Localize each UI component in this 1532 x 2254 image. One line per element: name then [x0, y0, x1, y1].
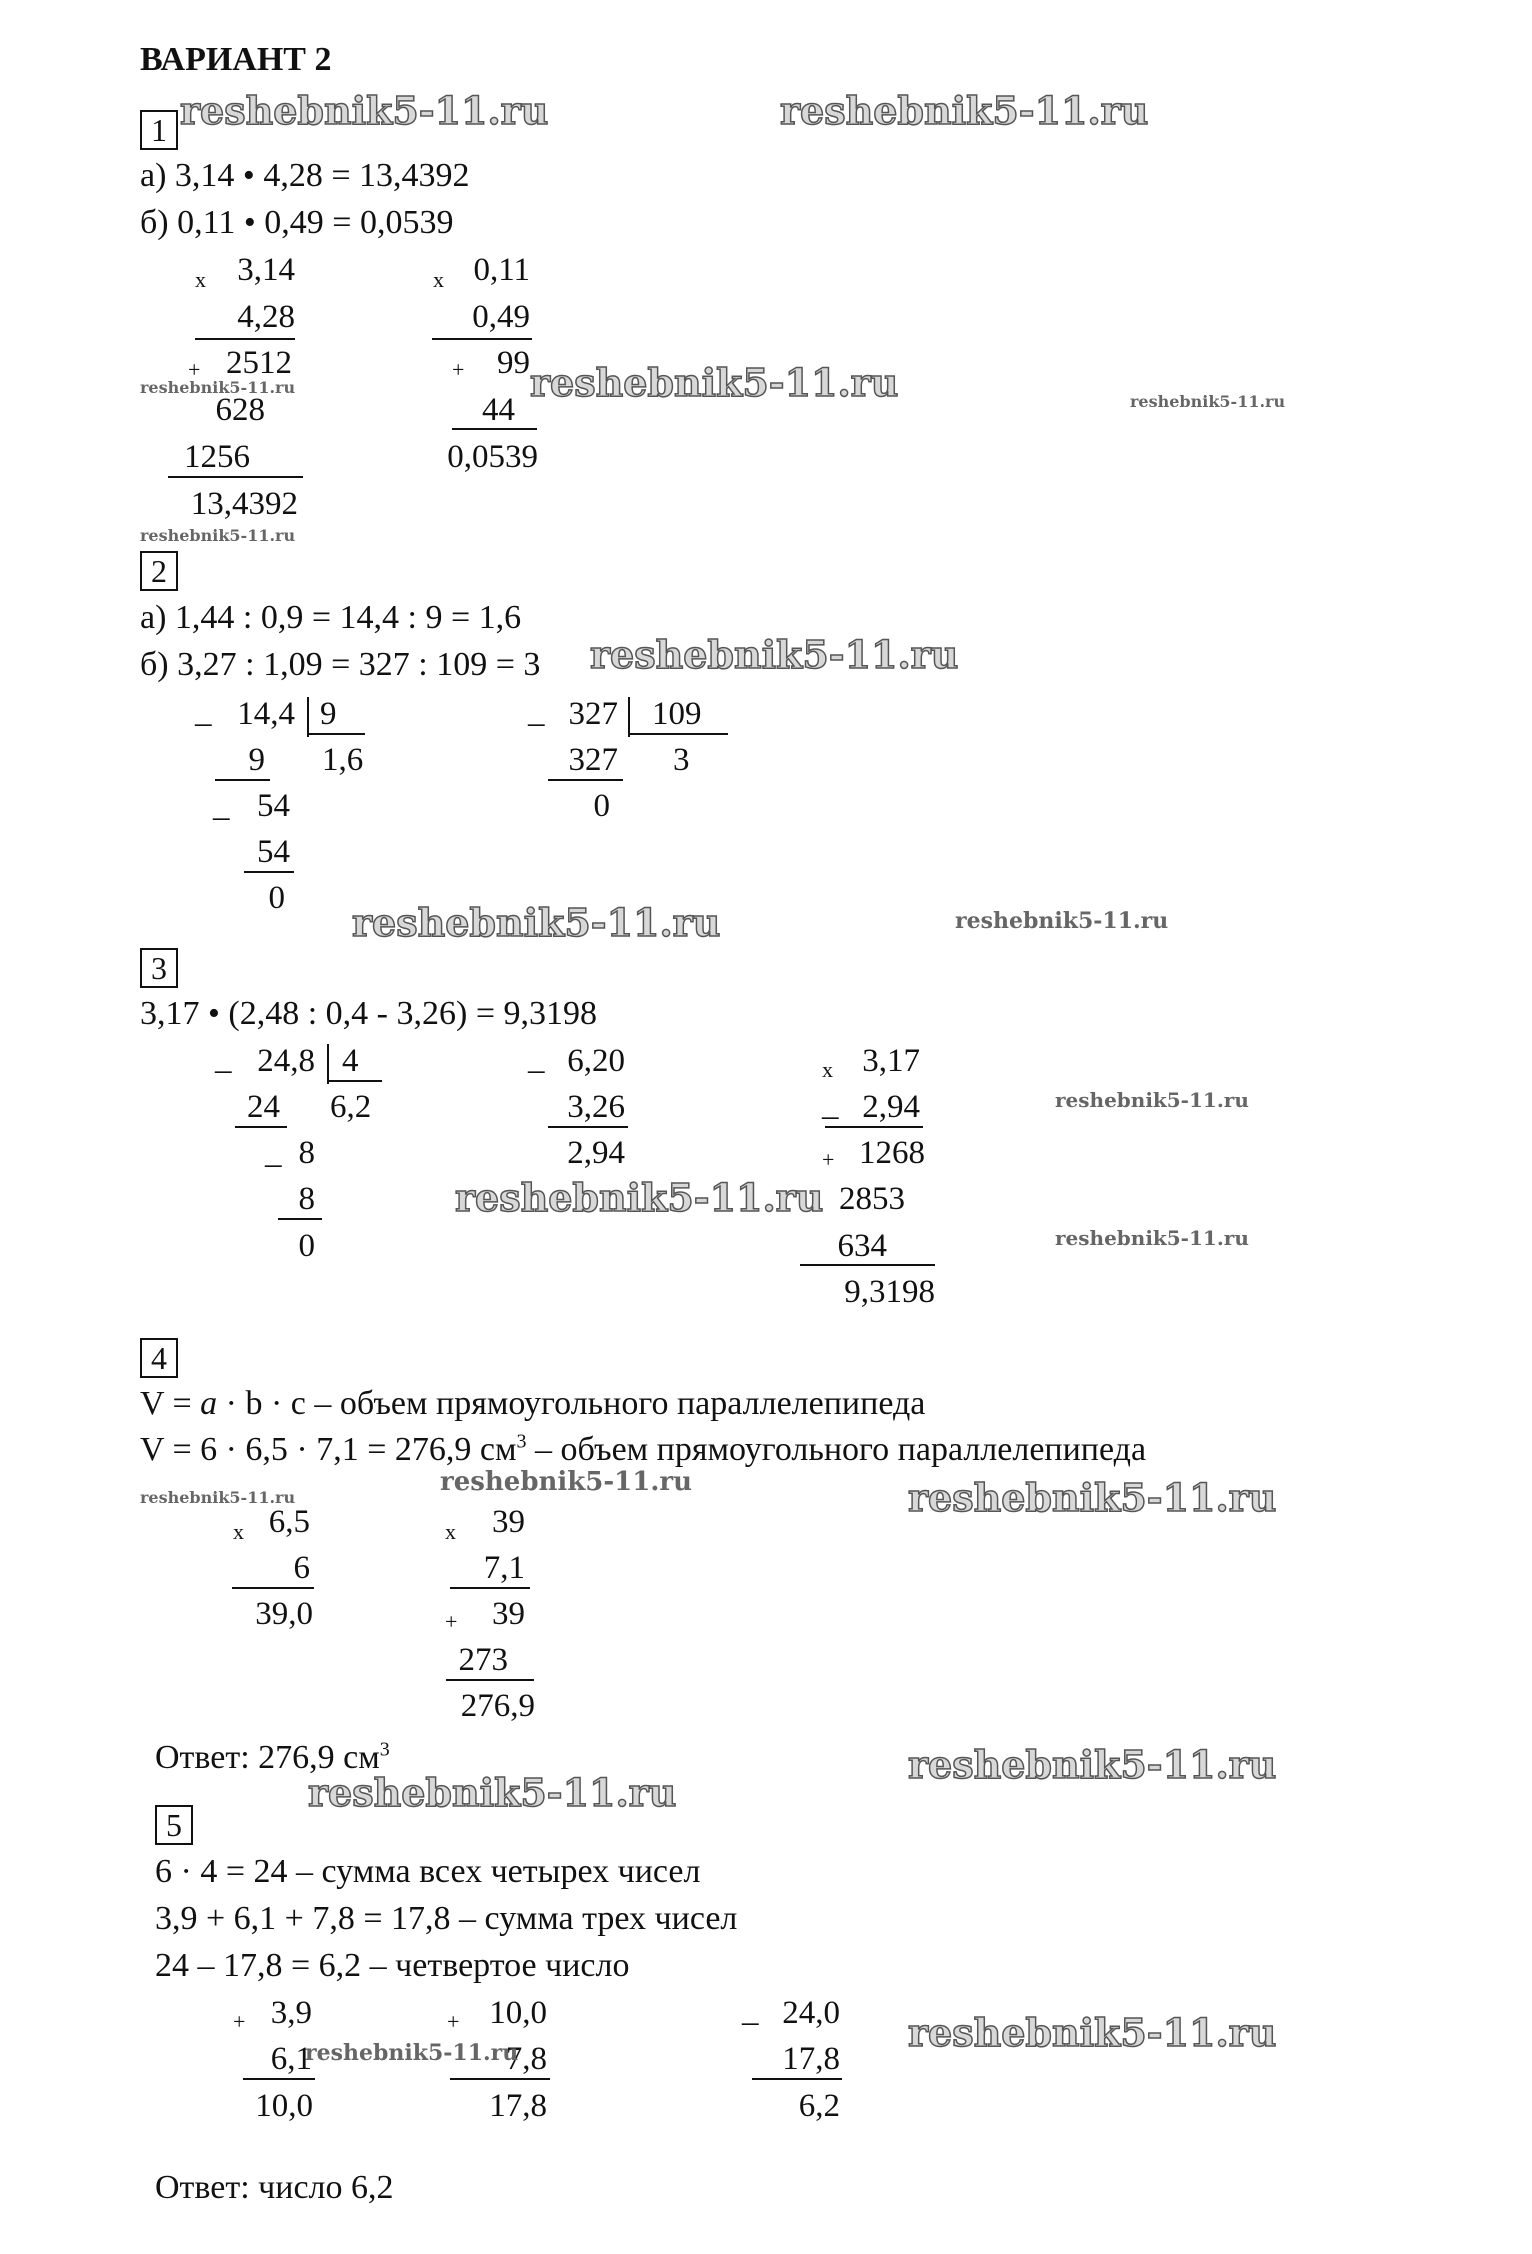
task-2-number: 2 — [140, 551, 178, 591]
watermark: reshebnik5-11.ru — [140, 1488, 296, 1507]
calc-value: 54 — [257, 788, 290, 824]
calc-value: 24,8 — [257, 1043, 315, 1079]
watermark: reshebnik5-11.ru — [908, 2010, 1277, 2055]
calc-result: 10,0 — [255, 2088, 313, 2124]
watermark: reshebnik5-11.ru — [455, 1175, 824, 1220]
calc-value: 2,94 — [862, 1089, 920, 1125]
task-4-calculation: V = 6 · 6,5 · 7,1 = 276,9 $см^3$ – объем прямоугольного параллелепипеда — [140, 1430, 1147, 1468]
task-4-formula: V = a · b · c – объем прямоугольного параллелепипеда — [140, 1385, 926, 1422]
calc-result: 2,94 — [567, 1135, 625, 1171]
calc-value: 0,49 — [472, 299, 530, 335]
calc-value: 99 — [497, 345, 530, 381]
mul-sign: x — [433, 267, 444, 292]
task-2-line-b: б) 3,27 : 1,09 = 327 : 109 = 3 — [140, 646, 541, 683]
calc-result: 0 — [268, 880, 285, 916]
minus-sign: _ — [265, 1135, 282, 1171]
watermark: reshebnik5-11.ru — [1055, 1226, 1249, 1250]
calc-result: 0 — [298, 1228, 315, 1264]
task-5-line-3: 24 – 17,8 = 6,2 – четвертое число — [155, 1947, 630, 1984]
plus-sign: + — [822, 1147, 835, 1172]
calc-value: 44 — [482, 392, 515, 428]
calc-value: 0,11 — [473, 252, 530, 288]
calc-value: 10,0 — [489, 1995, 547, 2031]
minus-sign: _ — [195, 694, 212, 730]
calc-value: 8 — [298, 1181, 315, 1217]
plus-sign: + — [188, 357, 201, 382]
calc-result: 0 — [593, 788, 610, 824]
calc-result: 9,3198 — [844, 1274, 935, 1310]
calc-value: 2853 — [839, 1181, 905, 1217]
minus-sign: _ — [742, 1993, 759, 2029]
watermark: reshebnik5-11.ru — [780, 88, 1149, 133]
minus-sign: _ — [528, 694, 545, 730]
calc-value: 3,26 — [567, 1089, 625, 1125]
page-title: ВАРИАНТ 2 — [140, 41, 332, 78]
minus-sign: _ — [215, 1041, 232, 1077]
calc-value: 6 — [293, 1550, 310, 1586]
minus-sign: _ — [213, 788, 230, 824]
watermark: reshebnik5-11.ru — [530, 360, 899, 405]
mul-sign: x — [195, 267, 206, 292]
calc-value: 327 — [568, 696, 618, 732]
watermark: reshebnik5-11.ru — [140, 526, 296, 545]
calc-value: 3,17 — [862, 1043, 920, 1079]
task-3-number: 3 — [140, 948, 178, 988]
plus-sign: + — [233, 2009, 246, 2034]
watermark: reshebnik5-11.ru — [180, 88, 549, 133]
task-1-line-b: б) 0,11 • 0,49 = 0,0539 — [140, 204, 454, 241]
calc-result: 13,4392 — [190, 486, 298, 522]
calc-value: 39 — [492, 1504, 525, 1540]
task-5-line-2: 3,9 + 6,1 + 7,8 = 17,8 – сумма трех чисел — [155, 1900, 738, 1937]
calc-result: 3 — [673, 742, 690, 778]
calc-value: 628 — [215, 392, 265, 428]
calc-value: 54 — [257, 834, 290, 870]
calc-value: 327 — [568, 742, 618, 778]
task-5-number: 5 — [155, 1805, 193, 1845]
task-1-line-a: а) 3,14 • 4,28 = 13,4392 — [140, 157, 470, 194]
calc-value: 6,1 — [270, 2041, 312, 2077]
calc-value: 4 — [342, 1043, 359, 1079]
calc-value: 8 — [298, 1135, 315, 1171]
calc-value: 24 — [247, 1089, 280, 1125]
calc-value: 24,0 — [782, 1995, 840, 2031]
task-1-number: 1 — [140, 110, 178, 150]
watermark: reshebnik5-11.ru — [908, 1742, 1277, 1787]
calc-result: 17,8 — [489, 2088, 547, 2124]
calc-result: 276,9 — [460, 1688, 535, 1724]
watermark: reshebnik5-11.ru — [308, 1770, 677, 1815]
task-4-number: 4 — [140, 1338, 178, 1378]
watermark: reshebnik5-11.ru — [305, 2040, 519, 2066]
task-5-answer: Ответ: число 6,2 — [155, 2169, 394, 2206]
calc-value: 9 — [320, 696, 337, 732]
calc-value: 273 — [458, 1642, 508, 1678]
watermark: reshebnik5-11.ru — [140, 378, 296, 397]
watermark: reshebnik5-11.ru — [1055, 1088, 1249, 1112]
calc-value: 7,1 — [483, 1550, 525, 1586]
plus-sign: + — [447, 2009, 460, 2034]
mul-sign: x — [233, 1519, 244, 1544]
calc-value: 2512 — [226, 345, 292, 381]
minus-sign: _ — [822, 1087, 839, 1123]
calc-result: 0,0539 — [447, 439, 538, 475]
calc-value: 634 — [837, 1228, 887, 1264]
plus-sign: + — [452, 357, 465, 382]
calc-value: 3,14 — [237, 252, 295, 288]
calc-value: 39 — [492, 1596, 525, 1632]
calc-result: 39,0 — [255, 1596, 313, 1632]
calc-value: 1268 — [859, 1135, 925, 1171]
watermark: reshebnik5-11.ru — [908, 1475, 1277, 1520]
plus-sign: + — [445, 1609, 458, 1634]
calc-value: 3,9 — [270, 1995, 312, 2031]
calc-value: 1256 — [184, 439, 250, 475]
calc-value: 9 — [248, 742, 265, 778]
calc-result: 6,2 — [798, 2088, 840, 2124]
calc-value: 14,4 — [237, 696, 295, 732]
mul-sign: x — [445, 1519, 456, 1544]
calc-value: 6,5 — [268, 1504, 310, 1540]
calc-result: 1,6 — [322, 742, 364, 778]
watermark: reshebnik5-11.ru — [352, 900, 721, 945]
mul-sign: x — [822, 1057, 833, 1082]
task-3-expression: 3,17 • (2,48 : 0,4 - 3,26) = 9,3198 — [140, 995, 597, 1032]
watermark: reshebnik5-11.ru — [955, 908, 1169, 934]
calc-value: 17,8 — [782, 2041, 840, 2077]
watermark: reshebnik5-11.ru — [1130, 392, 1286, 411]
task-2-line-a: а) 1,44 : 0,9 = 14,4 : 9 = 1,6 — [140, 599, 522, 636]
calc-value: 4,28 — [237, 299, 295, 335]
minus-sign: _ — [528, 1041, 545, 1077]
calc-value: 6,20 — [567, 1043, 625, 1079]
task-5-line-1: 6 · 4 = 24 – сумма всех четырех чисел — [155, 1853, 701, 1890]
task-4-answer: Ответ: 276,9 $см^3$ — [155, 1738, 390, 1776]
calc-value: 7,8 — [505, 2041, 547, 2077]
watermark: reshebnik5-11.ru — [590, 632, 959, 677]
watermark: reshebnik5-11.ru — [440, 1467, 693, 1497]
calc-result: 6,2 — [330, 1089, 372, 1125]
calc-value: 109 — [652, 696, 702, 732]
